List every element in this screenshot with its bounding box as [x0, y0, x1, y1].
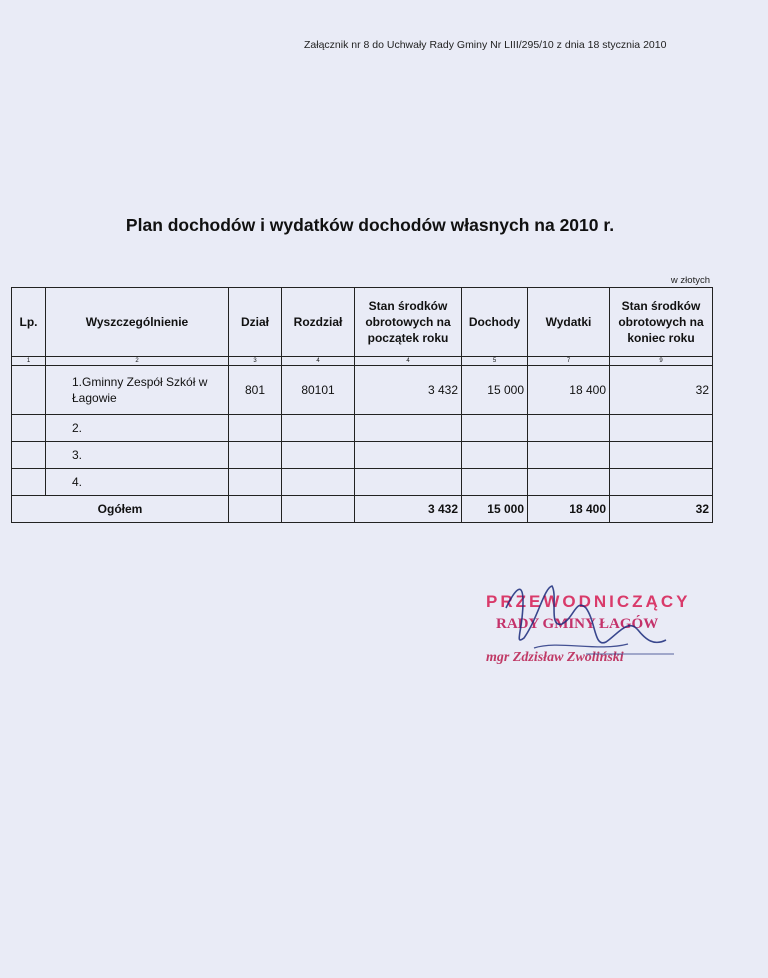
expense-cell: 18 400 [528, 366, 610, 415]
total-income: 15 000 [462, 496, 528, 523]
col-header-expense: Wydatki [528, 288, 610, 357]
lp-cell [12, 469, 46, 496]
col-number: 4 [355, 357, 462, 366]
table-row [12, 366, 713, 415]
total-end: 32 [610, 496, 713, 523]
col-header-name: Wyszczególnienie [46, 288, 229, 357]
col-number: 1 [12, 357, 46, 366]
end-cell [610, 469, 713, 496]
total-row [12, 496, 713, 523]
income-cell: 15 000 [462, 366, 528, 415]
unit-label: w złotych [670, 275, 710, 286]
end-cell [610, 442, 713, 469]
name-cell: 1.Gminny Zespół Szkół w Łagowie [46, 366, 229, 415]
total-label: Ogółem [12, 496, 229, 523]
lp-cell [12, 415, 46, 442]
name-cell: 4. [46, 469, 229, 496]
rozdzial-cell [282, 496, 355, 523]
col-header-lp: Lp. [12, 288, 46, 357]
dzial-cell [229, 496, 282, 523]
col-number: 3 [229, 357, 282, 366]
col-header-end: Stan środków obrotowych na koniec roku [610, 288, 713, 357]
col-number: 7 [528, 357, 610, 366]
dzial-cell [229, 415, 282, 442]
name-cell: 3. [46, 442, 229, 469]
dzial-cell [229, 469, 282, 496]
col-header-start: Stan środków obrotowych na początek roku [355, 288, 462, 357]
expense-cell [528, 415, 610, 442]
stamp-council: RADY GMINY ŁAGÓW [496, 616, 659, 632]
lp-cell [12, 366, 46, 415]
handwritten-signature [478, 578, 691, 688]
col-number: 9 [610, 357, 713, 366]
table-row [12, 442, 713, 469]
start-cell [355, 469, 462, 496]
dzial-cell: 801 [229, 366, 282, 415]
expense-cell [528, 469, 610, 496]
rozdzial-cell [282, 442, 355, 469]
official-stamp [478, 578, 691, 688]
stamp-signatory: mgr Zdzisław Zwoliński [486, 650, 624, 665]
start-cell: 3 432 [355, 366, 462, 415]
income-cell [462, 469, 528, 496]
income-cell [462, 415, 528, 442]
annex-note: Załącznik nr 8 do Uchwały Rady Gminy Nr LIII/295/10 z dnia 18 stycznia 2010 [304, 39, 667, 51]
end-cell [610, 415, 713, 442]
header-row [12, 288, 713, 357]
start-cell [355, 442, 462, 469]
rozdzial-cell [282, 415, 355, 442]
table-row [12, 469, 713, 496]
column-number-row [12, 357, 713, 366]
page-title: Plan dochodów i wydatków dochodów własnych na 2010 r. [125, 215, 615, 235]
col-header-dzial: Dział [229, 288, 282, 357]
col-number: 5 [462, 357, 528, 366]
total-start: 3 432 [355, 496, 462, 523]
rozdzial-cell: 80101 [282, 366, 355, 415]
expense-cell [528, 442, 610, 469]
start-cell [355, 415, 462, 442]
dzial-cell [229, 442, 282, 469]
stamp-title: PRZEWODNICZĄCY [486, 592, 691, 611]
income-cell [462, 442, 528, 469]
lp-cell [12, 442, 46, 469]
col-number: 2 [46, 357, 229, 366]
total-expense: 18 400 [528, 496, 610, 523]
end-cell: 32 [610, 366, 713, 415]
col-number: 4 [282, 357, 355, 366]
budget-table [11, 287, 713, 523]
rozdzial-cell [282, 469, 355, 496]
col-header-income: Dochody [462, 288, 528, 357]
table-row [12, 415, 713, 442]
name-cell: 2. [46, 415, 229, 442]
col-header-rozdzial: Rozdział [282, 288, 355, 357]
